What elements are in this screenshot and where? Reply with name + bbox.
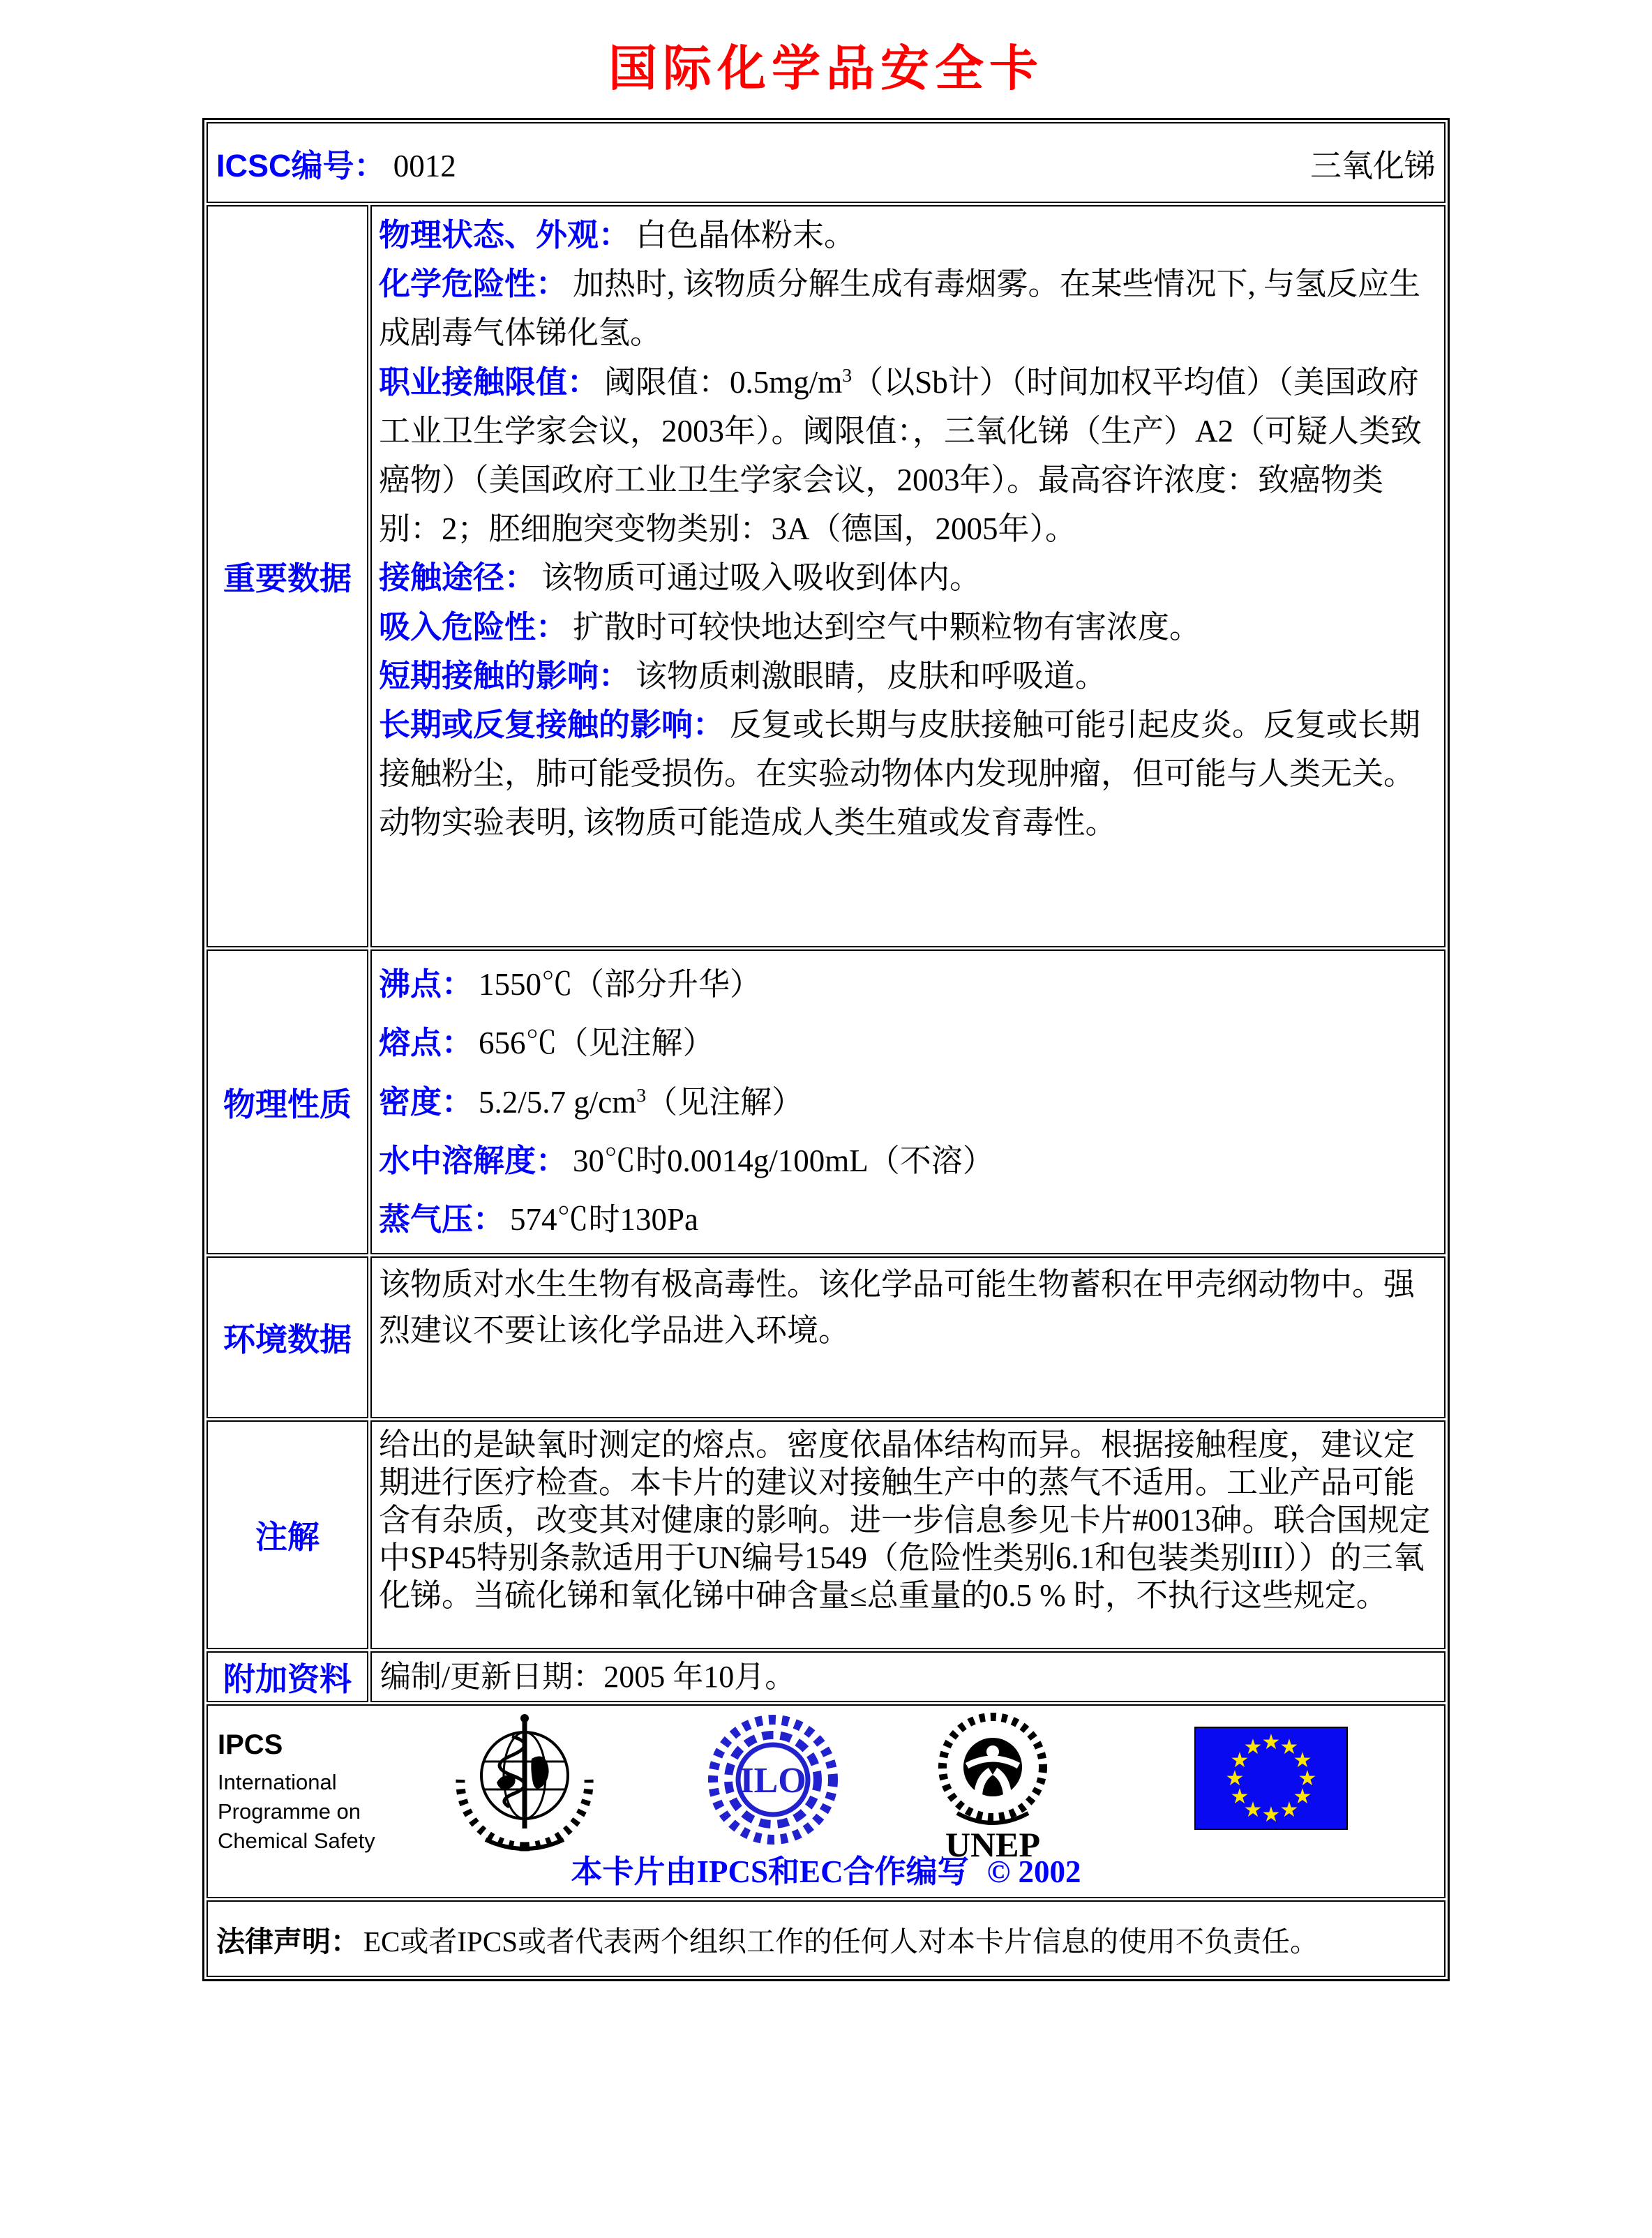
ipcs-line-3: Chemical Safety (218, 1828, 375, 1854)
item-text: 加热时, 该物质分解生成有毒烟雾。在某些情况下, 与氢反应生成剧毒气体锑化氢。 (379, 266, 1421, 351)
data-item (379, 1190, 1436, 1249)
item-text: 反复或长期与皮肤接触可能引起皮炎。反复或长期接触粉尘，肺可能受损伤。在实验动物体内发现肿瘤，但可能与人类无关。动物实验表明, 该物质可能造成人类生殖或发育毒性。 (379, 707, 1421, 841)
section-notes (206, 1420, 1446, 1649)
logos-row (206, 1704, 1446, 1898)
item-text: 5.2/5.7 g/cm (479, 1084, 637, 1120)
item-superscript: 3 (842, 364, 853, 386)
important-data-title: 重要数据 (206, 205, 368, 947)
physical-properties-content (370, 949, 1446, 1254)
item-label: 蒸气压： (379, 1201, 505, 1237)
item-label: 职业接触限值： (379, 363, 599, 400)
svg-text:★: ★ (1279, 1735, 1299, 1760)
environmental-data-content (370, 1256, 1446, 1418)
svg-text:★: ★ (1230, 1785, 1249, 1810)
legal-row (206, 1900, 1446, 1977)
copyright-text: © 2002 (986, 1854, 1081, 1890)
data-item (379, 1132, 1436, 1190)
icsc-header-cell (206, 122, 1446, 203)
logos-cell (206, 1704, 1446, 1898)
item-text: 574℃时130Pa (510, 1202, 699, 1237)
environmental-data-text: 该物质对水生生物有极高毒性。该化学品可能生物蓄积在甲壳纲动物中。强烈建议不要让该化学品进入环境。 (379, 1267, 1416, 1348)
ilo-wordmark: ILO (739, 1761, 806, 1801)
svg-text:★: ★ (1225, 1766, 1245, 1792)
data-item (379, 358, 1436, 554)
svg-text:★: ★ (1293, 1785, 1312, 1810)
icsc-number-value: 0012 (393, 148, 456, 183)
item-text: 阈限值：0.5mg/m (604, 364, 843, 400)
data-item (379, 1073, 1436, 1132)
data-item (379, 260, 1436, 357)
data-item (379, 553, 1436, 602)
cooperation-caption (208, 1846, 1444, 1891)
item-text: 30℃时0.0014g/100mL（不溶） (573, 1143, 994, 1178)
item-text: 该物质刺激眼睛，皮肤和呼吸道。 (636, 658, 1107, 693)
icsc-number-label: ICSC编号： (216, 147, 386, 183)
notes-content (370, 1420, 1446, 1649)
data-item (379, 652, 1436, 700)
item-text: 白色晶体粉末。 (636, 218, 856, 253)
item-label: 吸入危险性： (379, 608, 568, 645)
svg-text:★: ★ (1293, 1748, 1312, 1773)
item-label: 水中溶解度： (379, 1142, 568, 1178)
section-important-data (206, 205, 1446, 947)
caption-text: 本卡片由IPCS和EC合作编写 (571, 1854, 969, 1890)
svg-text:★: ★ (1243, 1798, 1263, 1823)
header-row (206, 122, 1446, 203)
item-text: 1550℃（部分升华） (479, 967, 762, 1002)
ipcs-line-2: Programme on (218, 1799, 361, 1824)
item-text: 扩散时可较快地达到空气中颗粒物有害浓度。 (573, 609, 1201, 645)
section-environmental-data (206, 1256, 1446, 1418)
chemical-name: 三氧化锑 (1309, 148, 1436, 183)
section-additional-info (206, 1651, 1446, 1702)
additional-info-text: 编制/更新日期：2005 年10月。 (380, 1660, 796, 1695)
item-label: 熔点： (379, 1025, 474, 1061)
physical-properties-title: 物理性质 (206, 949, 368, 1254)
item-text: 该物质可通过吸入吸收到体内。 (541, 560, 982, 596)
svg-text:★: ★ (1230, 1748, 1249, 1773)
item-superscript: 3 (636, 1084, 647, 1106)
data-item (379, 700, 1436, 848)
legal-label: 法律声明： (216, 1925, 359, 1958)
item-label: 化学危险性： (379, 266, 568, 302)
item-label: 接触途径： (379, 560, 536, 596)
environmental-data-title: 环境数据 (206, 1256, 368, 1418)
legal-text: EC或者IPCS或者代表两个组织工作的任何人对本卡片信息的使用不负责任。 (363, 1925, 1319, 1958)
item-label: 长期或反复接触的影响： (379, 706, 725, 742)
data-item (379, 603, 1436, 652)
unep-wordmark: UNEP (945, 1825, 1041, 1865)
ipcs-wordmark (218, 1729, 375, 1856)
who-logo-icon (451, 1710, 599, 1858)
item-text: 656℃（见注解） (479, 1026, 714, 1061)
svg-text:★: ★ (1298, 1766, 1317, 1792)
item-label: 短期接触的影响： (379, 657, 631, 693)
item-label: 沸点： (379, 966, 474, 1002)
svg-text:★: ★ (1243, 1735, 1263, 1760)
item-text-cont: （以Sb计）（时间加权平均值）（美国政府工业卫生学家会议，2003年）。阈限值：，三氧化锑（生产）A2（可疑人类致癌物）（美国政府工业卫生学家会议，2003年）。最高容许浓度：致癌物类别：2；胚细胞突变物类别：3A（德国，2005年）。 (379, 364, 1422, 547)
ilo-logo-icon (705, 1711, 841, 1854)
data-item (379, 211, 1436, 260)
legal-cell (206, 1900, 1446, 1977)
important-data-content (370, 205, 1446, 947)
additional-info-content (370, 1651, 1446, 1702)
item-label: 物理状态、外观： (379, 217, 631, 253)
svg-text:★: ★ (1261, 1803, 1281, 1828)
item-text-cont: （见注解） (646, 1084, 804, 1120)
data-item (379, 955, 1436, 1014)
data-item (379, 1014, 1436, 1072)
item-label: 密度： (379, 1083, 474, 1120)
notes-text: 给出的是缺氧时测定的熔点。密度依晶体结构而异。根据接触程度，建议定期进行医疗检查。本卡片的建议对接触生产中的蒸气不适用。工业产品可能含有杂质，改变其对健康的影响。进一步信息参见卡片#0013砷。联合国规定中SP45特别条款适用于UN编号1549（危险性类别6.1和包装类别III））的三氧化锑。当硫化锑和氧化锑中砷含量≤总重量的0.5 % 时，不执行这些规定。 (379, 1427, 1431, 1614)
svg-text:★: ★ (1279, 1798, 1299, 1823)
eu-flag-icon (1194, 1727, 1348, 1833)
safety-card-table (202, 118, 1450, 1981)
notes-title: 注解 (206, 1420, 368, 1649)
ipcs-line-1: International (218, 1770, 337, 1795)
ipcs-acronym: IPCS (218, 1729, 283, 1761)
svg-text:★: ★ (1261, 1730, 1281, 1755)
page-title: 国际化学品安全卡 (608, 43, 1044, 96)
additional-info-title: 附加资料 (206, 1651, 368, 1702)
section-physical-properties (206, 949, 1446, 1254)
